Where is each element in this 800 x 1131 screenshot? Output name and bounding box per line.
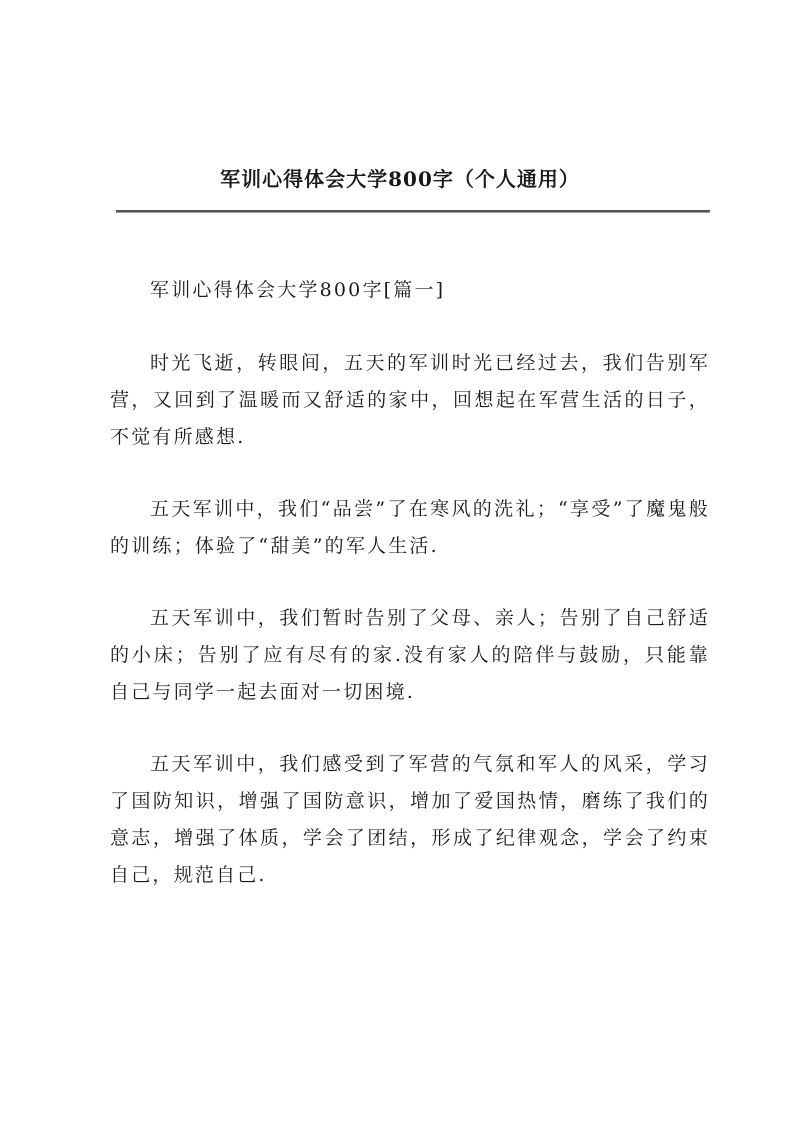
- title-divider: [116, 210, 710, 213]
- paragraph-2: 五天军训中，我们“品尝”了在寒风的洗礼；“享受”了魔鬼般的训练；体验了“甜美”的军人生活.: [110, 498, 710, 557]
- paragraph-4: 五天军训中，我们感受到了军营的气氛和军人的风采，学习了国防知识，增强了国防意识，增加了爱国热情，磨练了我们的意志，增强了体质，学会了团结，形成了纪律观念，学会了约束自己，规范自己.: [110, 753, 710, 886]
- document-body: [110, 272, 710, 929]
- paragraph-1: 时光飞逝，转眼间，五天的军训时光已经过去，我们告别军营，又回到了温暖而又舒适的家中，回想起在军营生活的日子，不觉有所感想.: [110, 352, 710, 448]
- paragraph-3: 五天军训中，我们暂时告别了父母、亲人；告别了自己舒适的小床；告别了应有尽有的家.没有家人的陪伴与鼓励，只能靠自己与同学一起去面对一切困境.: [110, 607, 710, 703]
- document-title: 军训心得体会大学800字（个人通用）: [220, 167, 580, 191]
- section-heading: 军训心得体会大学800字[篇一]: [150, 279, 446, 301]
